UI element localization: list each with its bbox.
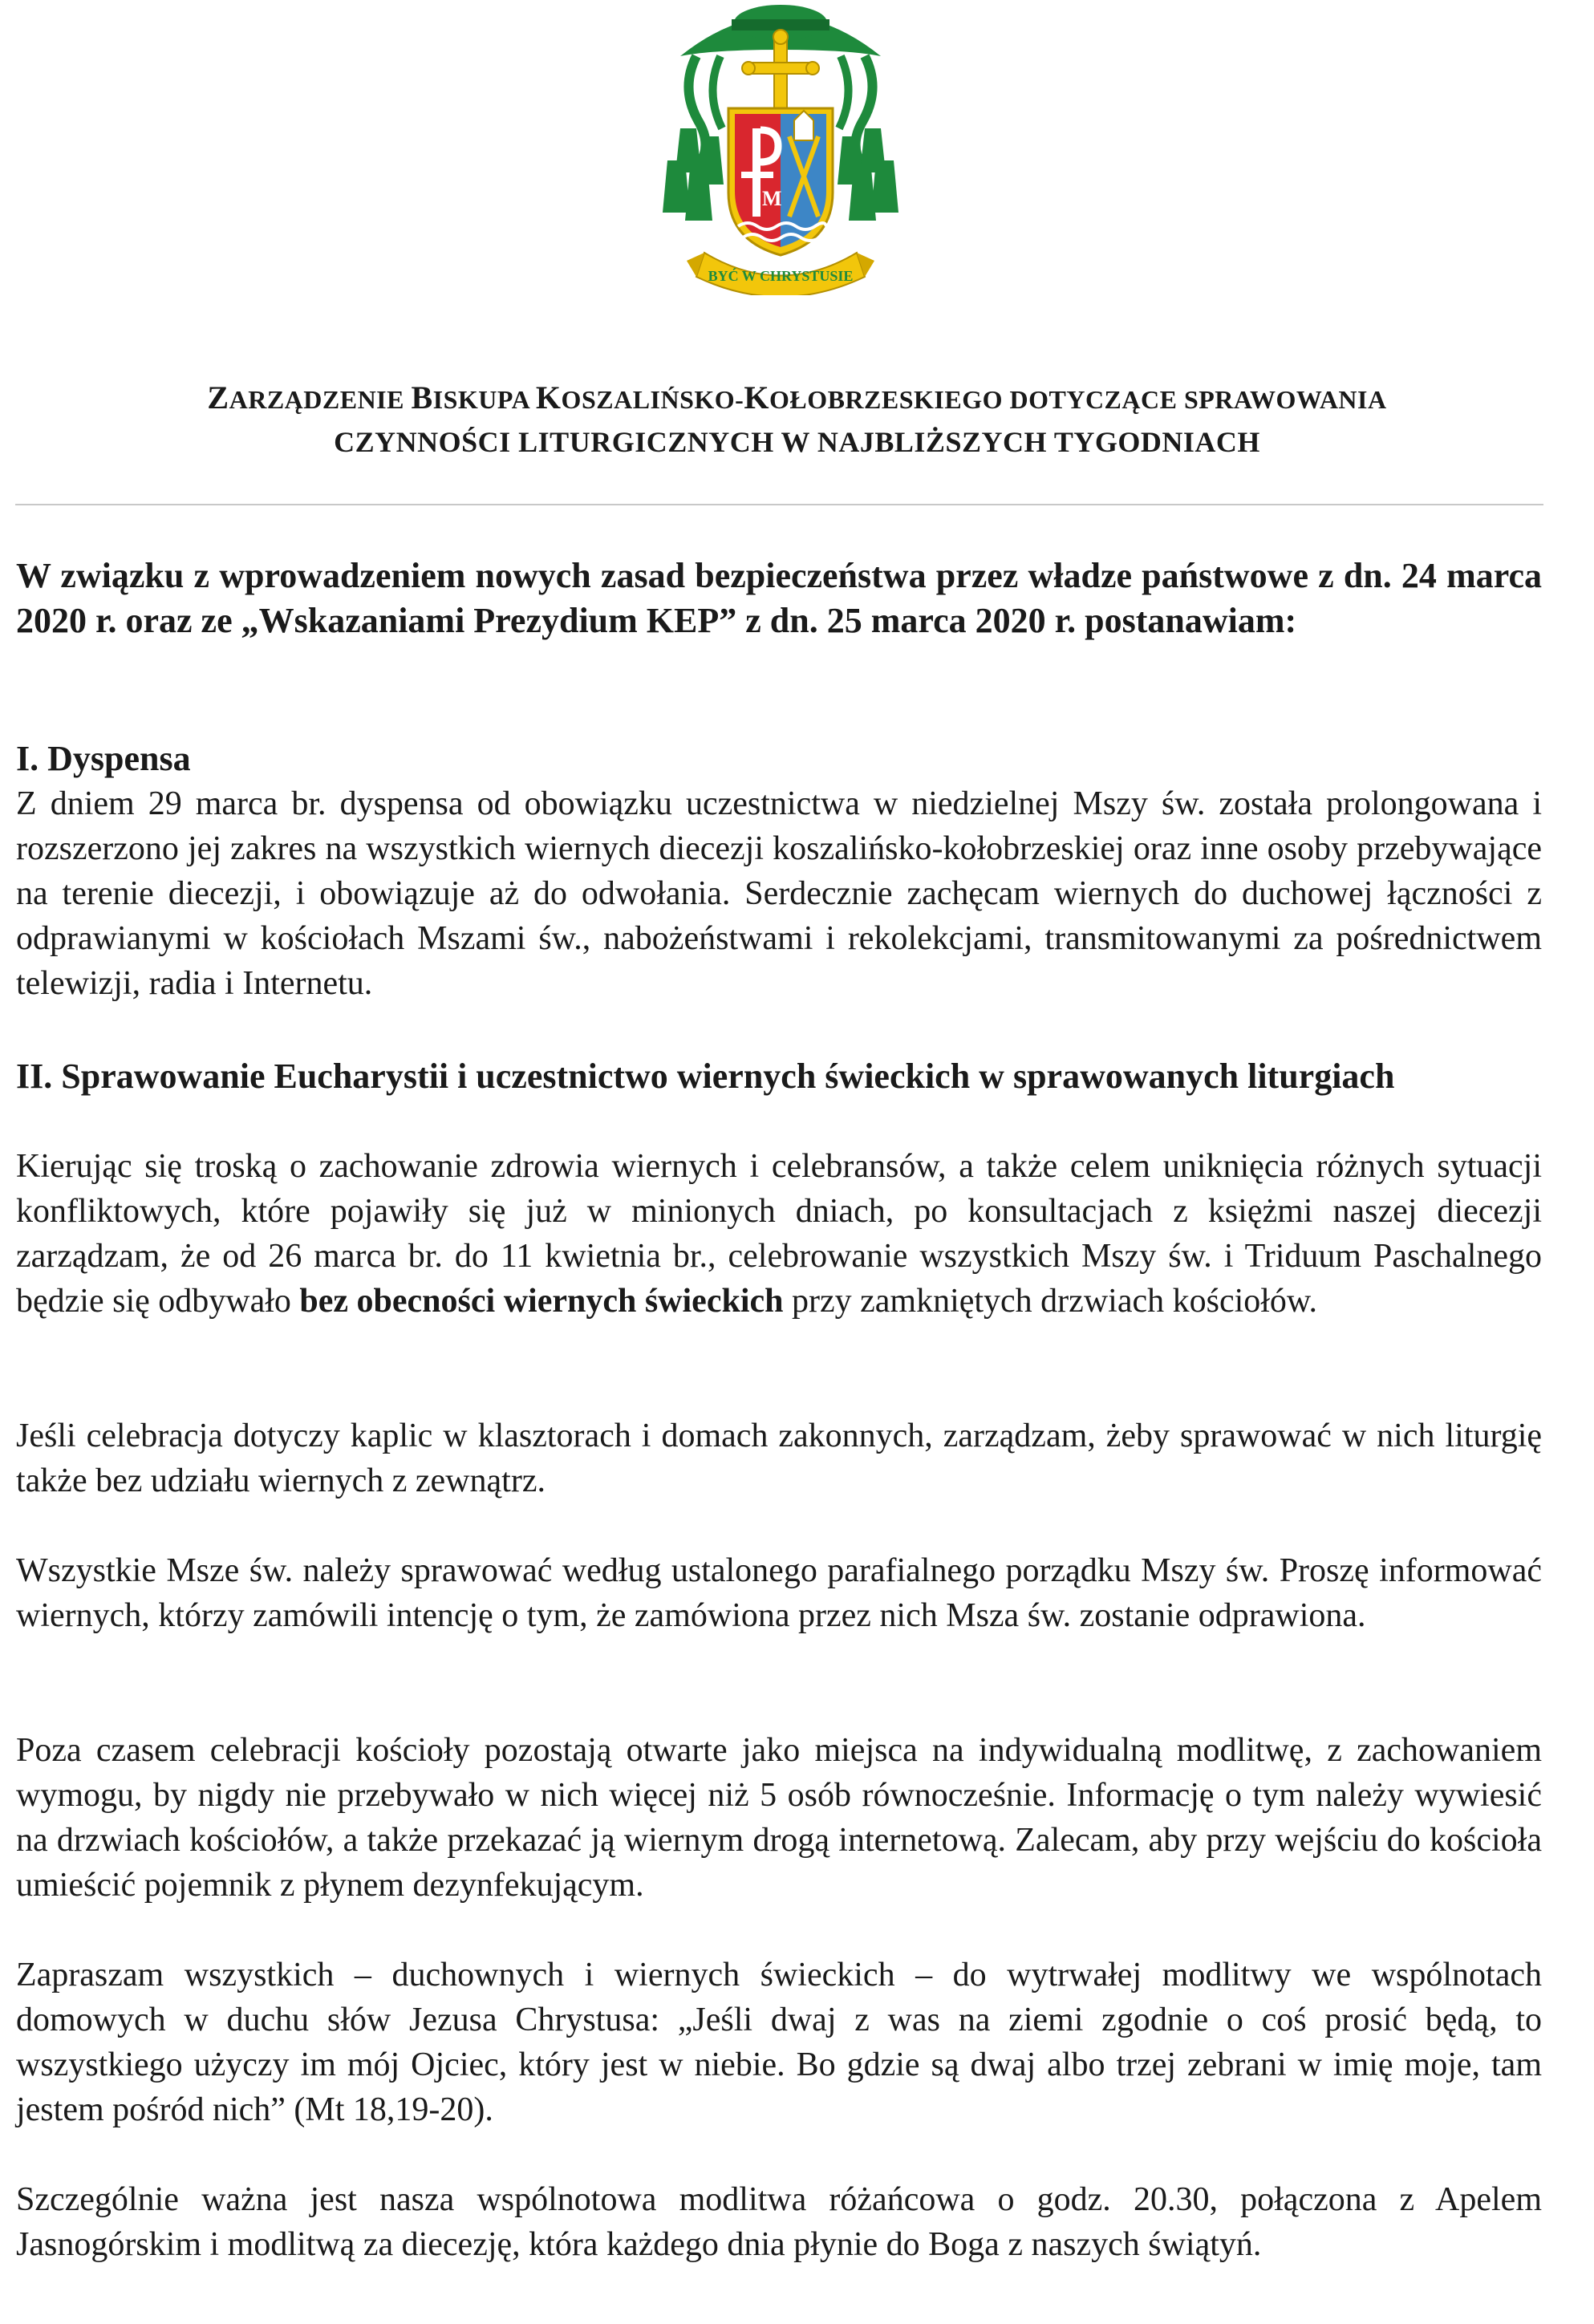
document-title-line-1: ZARZĄDZENIE BISKUPA KOSZALIŃSKO-KOŁOBRZESKIEGO DOTYCZĄCE SPRAWOWANIA <box>207 379 1387 416</box>
emphasis-no-faithful: bez obecności wiernych świeckich <box>299 1283 784 1320</box>
emblem-motto: BYĆ W CHRYSTUSIE <box>708 268 854 284</box>
section-2-paragraph-5: Zapraszam wszystkich – duchownych i wiernych świeckich – do wytrwałej modlitwy we wspólnotach domowych w duchu słów Jezusa Chrystusa: „Jeśli dwaj z was na ziemi zgodnie o coś prosić będą, to wszystkiego użyczy im mój Ojciec, który jest w niebie. Bo gdzie są dwaj albo trzej zebrani w imię moje, tam jestem pośród nich” (Mt 18,19-20). <box>16 1957 1542 2128</box>
intro-paragraph: W związku z wprowadzeniem nowych zasad bezpieczeństwa przez władze państwowe z dn. 24 marca 2020 r. oraz ze „Wskazaniami Prezydium KEP” z dn. 25 marca 2020 r. postanawiam: <box>16 556 1542 640</box>
section-2-heading: II. Sprawowanie Eucharystii i uczestnictwo wiernych świeckich w sprawowanych liturgiach <box>16 1057 1395 1096</box>
document-title-line-2: CZYNNOŚCI LITURGICZNYCH W NAJBLIŻSZYCH TYGODNIACH <box>334 426 1260 458</box>
section-2-paragraph-1: Kierując się troską o zachowanie zdrowia wiernych i celebransów, a także celem uniknięcia różnych sytuacji konfliktowych, które pojawiły się już w minionych dniach, po konsultacjach z księżmi naszej diecezji zarządzam, że od 26 marca br. do 11 kwietnia br., celebrowanie wszystkich Mszy św. i Triduum Paschalnego będzie się odbywało bez obecności wiernych świeckich przy zamkniętych drzwiach kościołów. <box>16 1148 1542 1320</box>
section-2-paragraph-4: Poza czasem celebracji kościoły pozostają otwarte jako miejsca na indywidualną modlitwę, z zachowaniem wymogu, by nigdy nie przebywało w nich więcej niż 5 osób równocześnie. Informację o tym należy wywiesić na drzwiach kościołów, a także przekazać ją wiernym drogą internetową. Zalecam, aby przy wejściu do kościoła umieścić pojemnik z płynem dezynfekującym. <box>16 1732 1542 1904</box>
coat-of-arms-icon <box>648 0 913 295</box>
section-1-heading: I. Dyspensa <box>16 739 191 778</box>
title-divider <box>15 504 1543 505</box>
section-2-paragraph-6: Szczególnie ważna jest nasza wspólnotowa modlitwa różańcowa o godz. 20.30, połączona z Apelem Jasnogórskim i modlitwą za diecezję, która każdego dnia płynie do Boga z naszych świątyń. <box>16 2181 1542 2263</box>
bishop-coat-of-arms <box>648 0 913 295</box>
section-2-paragraph-3: Wszystkie Msze św. należy sprawować według ustalonego parafialnego porządku Mszy św. Proszę informować wiernych, którzy zamówili intencję o tym, że zamówiona przez nich Msza św. zostanie odprawiona. <box>16 1552 1542 1634</box>
section-1-text: Z dniem 29 marca br. dyspensa od obowiązku uczestnictwa w niedzielnej Mszy św. została prolongowana i rozszerzono jej zakres na wszystkich wiernych diecezji koszalińsko-kołobrzeskiej oraz inne osoby przebywające na terenie diecezji, i obowiązuje aż do odwołania. Serdecznie zachęcam wiernych do duchowej łączności z odprawianymi w kościołach Mszami św., nabożeństwami i rekolekcjami, transmitowanymi za pośrednictwem telewizji, radia i Internetu. <box>16 785 1542 1002</box>
section-2-paragraph-2: Jeśli celebracja dotyczy kaplic w klasztorach i domach zakonnych, zarządzam, żeby sprawować w nich liturgię także bez udziału wiernych z zewnątrz. <box>16 1418 1542 1499</box>
svg-text:M: M <box>762 187 782 210</box>
